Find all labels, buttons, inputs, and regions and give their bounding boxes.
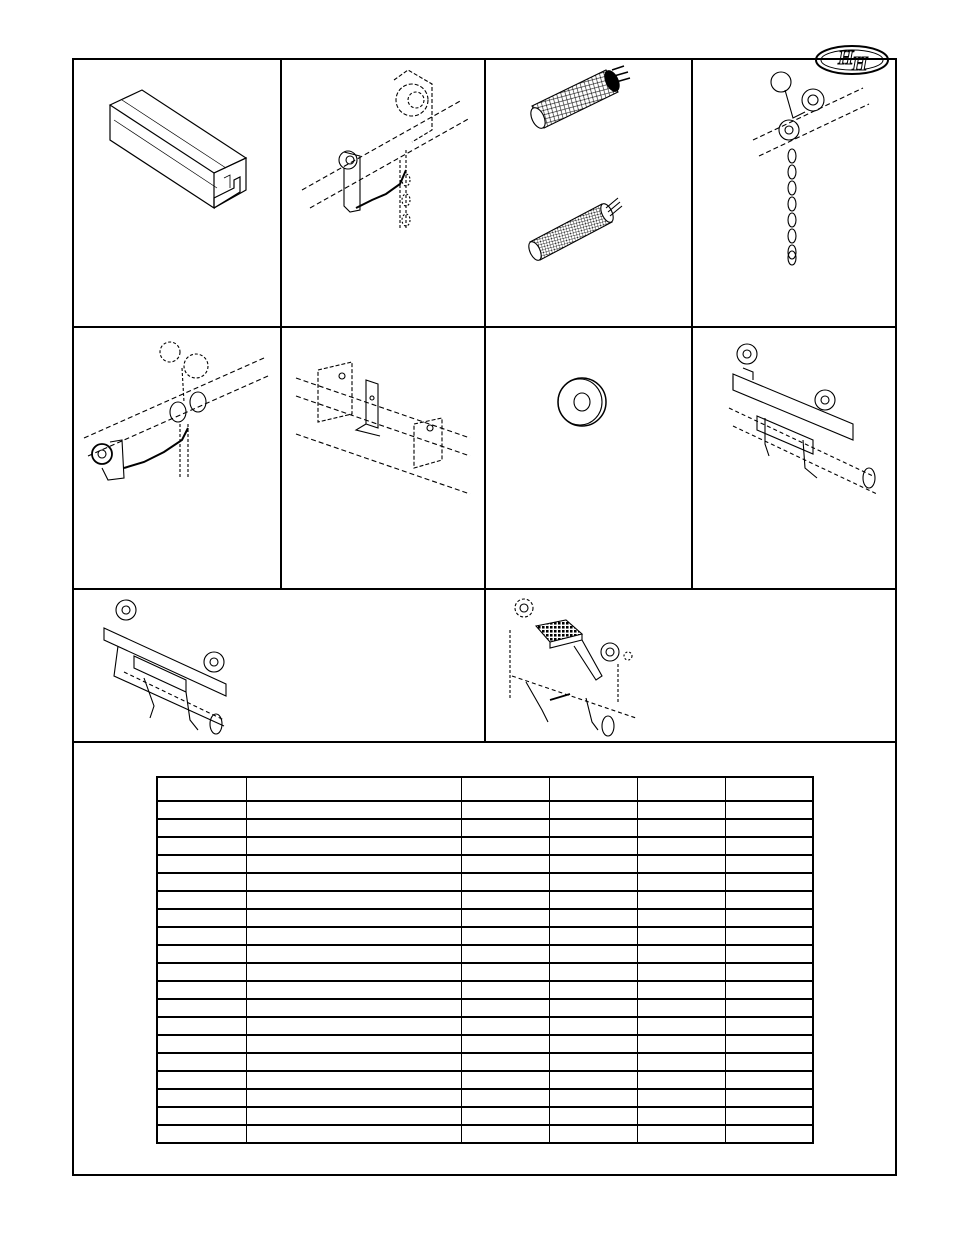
table-cell	[637, 927, 725, 945]
table-cell	[157, 909, 246, 927]
table-cell	[246, 891, 461, 909]
table-cell	[637, 1017, 725, 1035]
table-cell	[549, 999, 637, 1017]
table-cell	[461, 1089, 549, 1107]
table-cell	[725, 855, 813, 873]
table-cell	[461, 909, 549, 927]
table-row	[157, 927, 813, 945]
table-cell	[461, 837, 549, 855]
table-cell	[246, 1053, 461, 1071]
table-cell	[725, 801, 813, 819]
table-cell	[461, 801, 549, 819]
table-cell	[157, 1053, 246, 1071]
table-cell	[246, 855, 461, 873]
table-row	[157, 855, 813, 873]
table-row	[157, 891, 813, 909]
table-cell	[549, 909, 637, 927]
illustration-trolley-pulley	[74, 328, 280, 588]
table-cell	[637, 837, 725, 855]
table-cell	[637, 855, 725, 873]
table-cell	[637, 801, 725, 819]
table-cell	[461, 1035, 549, 1053]
table-cell	[246, 963, 461, 981]
table-cell	[461, 1053, 549, 1071]
table-cell	[637, 1053, 725, 1071]
table-cell	[725, 963, 813, 981]
table-cell	[637, 819, 725, 837]
table-cell	[549, 873, 637, 891]
table-cell	[549, 1125, 637, 1143]
table-cell	[461, 855, 549, 873]
table-cell	[549, 1035, 637, 1053]
illustration-trolley-crossbar-assembly	[486, 590, 897, 741]
table-cell	[725, 999, 813, 1017]
illustration-track-bracket	[282, 328, 484, 588]
table-cell	[461, 873, 549, 891]
table-cell	[461, 1071, 549, 1089]
table-cell	[725, 1089, 813, 1107]
table-cell	[637, 999, 725, 1017]
table-cell	[549, 1089, 637, 1107]
table-cell	[637, 945, 725, 963]
table-cell	[157, 801, 246, 819]
table-cell	[246, 981, 461, 999]
table-cell	[246, 927, 461, 945]
svg-text:H: H	[852, 53, 868, 75]
table-cell	[246, 819, 461, 837]
table-cell	[157, 1107, 246, 1125]
table-cell	[637, 1035, 725, 1053]
illustration-trolley-chain	[282, 60, 484, 326]
table-header-cell	[549, 777, 637, 801]
illustration-track-section	[74, 60, 280, 326]
table-cell	[549, 927, 637, 945]
table-row	[157, 981, 813, 999]
table-cell	[461, 1017, 549, 1035]
parts-table	[156, 776, 814, 1144]
table-cell	[549, 1053, 637, 1071]
table-cell	[725, 891, 813, 909]
table-cell	[725, 1125, 813, 1143]
table-header-cell	[157, 777, 246, 801]
table-cell	[637, 1125, 725, 1143]
table-row	[157, 873, 813, 891]
table-cell	[549, 963, 637, 981]
table-cell	[246, 1071, 461, 1089]
illustration-double-trolley	[693, 328, 897, 588]
table-row	[157, 819, 813, 837]
table-cell	[549, 1107, 637, 1125]
table-cell	[461, 891, 549, 909]
illustration-braided-cables	[486, 60, 691, 326]
table-cell	[246, 999, 461, 1017]
table-cell	[461, 999, 549, 1017]
table-cell	[157, 819, 246, 837]
table-header-cell	[246, 777, 461, 801]
table-cell	[725, 1107, 813, 1125]
table-cell	[246, 909, 461, 927]
table-cell	[157, 891, 246, 909]
table-cell	[246, 1107, 461, 1125]
table-cell	[461, 963, 549, 981]
table-cell	[157, 927, 246, 945]
table-cell	[246, 945, 461, 963]
table-row	[157, 1071, 813, 1089]
table-row	[157, 1107, 813, 1125]
table-cell	[157, 999, 246, 1017]
table-cell	[637, 963, 725, 981]
table-header-row	[157, 777, 813, 801]
table-cell	[549, 981, 637, 999]
table-header-cell	[461, 777, 549, 801]
table-cell	[461, 1107, 549, 1125]
table-cell	[246, 1125, 461, 1143]
table-row	[157, 1125, 813, 1143]
table-cell	[725, 981, 813, 999]
table-cell	[246, 801, 461, 819]
table-cell	[725, 1017, 813, 1035]
table-cell	[157, 837, 246, 855]
table-cell	[157, 1089, 246, 1107]
illustration-trolley-hanging-chain	[693, 60, 897, 326]
table-cell	[157, 873, 246, 891]
table-cell	[549, 891, 637, 909]
table-cell	[157, 855, 246, 873]
table-cell	[246, 1017, 461, 1035]
table-cell	[637, 1089, 725, 1107]
table-cell	[246, 1089, 461, 1107]
table-cell	[725, 873, 813, 891]
table-body	[157, 801, 813, 1143]
table-cell	[157, 981, 246, 999]
table-cell	[549, 819, 637, 837]
grid-divider-row3	[72, 741, 897, 743]
table-header-cell	[637, 777, 725, 801]
table-row	[157, 837, 813, 855]
table-cell	[549, 945, 637, 963]
table-cell	[637, 1071, 725, 1089]
table-cell	[725, 909, 813, 927]
table-cell	[637, 1107, 725, 1125]
table-row	[157, 963, 813, 981]
table-cell	[157, 963, 246, 981]
table-cell	[725, 837, 813, 855]
table-row	[157, 1035, 813, 1053]
table-row	[157, 801, 813, 819]
table-cell	[461, 927, 549, 945]
table-cell	[637, 981, 725, 999]
table-header-cell	[725, 777, 813, 801]
table-cell	[637, 891, 725, 909]
table-cell	[637, 909, 725, 927]
table-cell	[637, 873, 725, 891]
table-cell	[725, 945, 813, 963]
table-cell	[157, 1125, 246, 1143]
table-cell	[725, 819, 813, 837]
table-cell	[246, 1035, 461, 1053]
table-row	[157, 945, 813, 963]
table-cell	[549, 1017, 637, 1035]
svg-text:H: H	[838, 47, 854, 69]
illustration-washer	[486, 328, 691, 588]
table-cell	[549, 837, 637, 855]
table-cell	[157, 1035, 246, 1053]
table-cell	[461, 1125, 549, 1143]
table-row	[157, 999, 813, 1017]
table-cell	[246, 837, 461, 855]
table-cell	[157, 1071, 246, 1089]
illustration-double-trolley-assembly	[74, 590, 484, 741]
table-cell	[461, 945, 549, 963]
table-row	[157, 1089, 813, 1107]
table-cell	[725, 927, 813, 945]
table-cell	[246, 873, 461, 891]
table-cell	[157, 1017, 246, 1035]
table-row	[157, 1017, 813, 1035]
table-cell	[549, 855, 637, 873]
table-row	[157, 1053, 813, 1071]
table-cell	[725, 1053, 813, 1071]
table-cell	[725, 1071, 813, 1089]
table-row	[157, 909, 813, 927]
table-cell	[461, 819, 549, 837]
table-cell	[157, 945, 246, 963]
table-cell	[549, 1071, 637, 1089]
table-cell	[725, 1035, 813, 1053]
table-cell	[461, 981, 549, 999]
table-cell	[549, 801, 637, 819]
